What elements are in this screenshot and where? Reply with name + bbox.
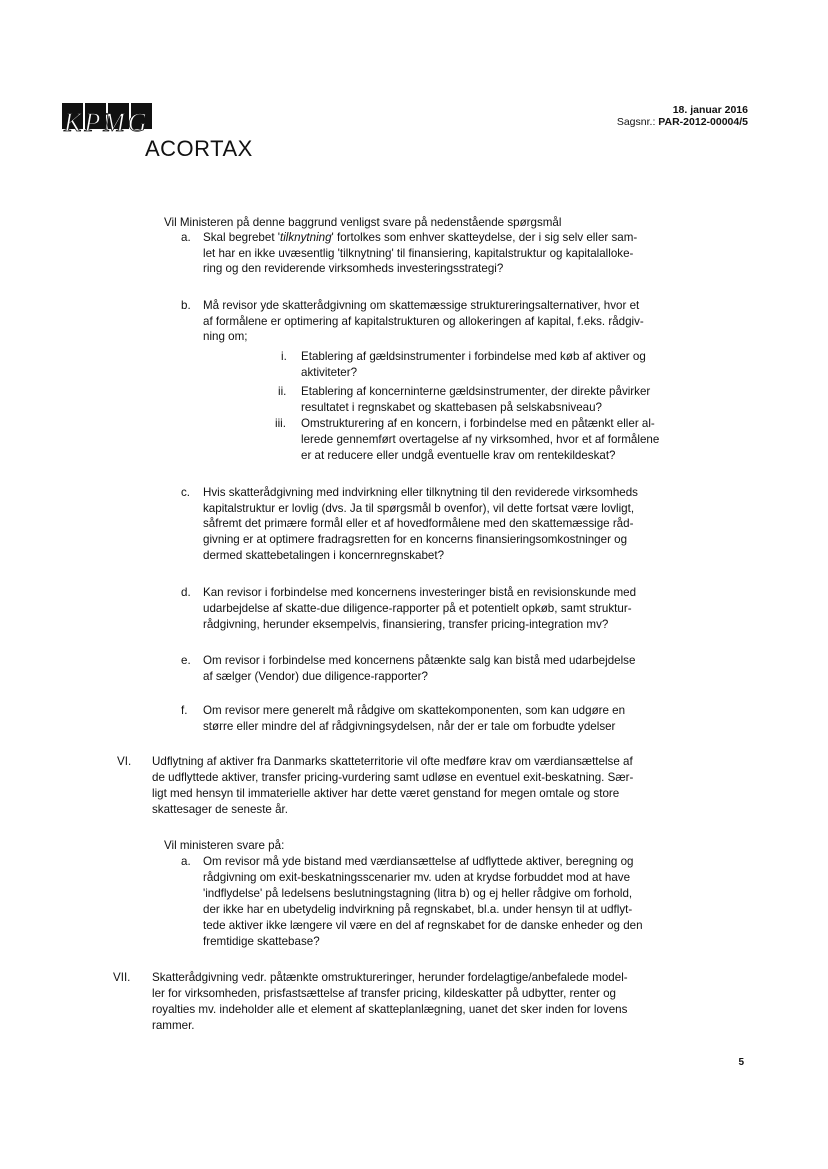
case-label: Sagsnr.:: [616, 116, 656, 128]
section-vii-line: royalties mv. indeholder alle et element af skatteplanlægning, uanet det sker inden for lovens: [152, 1003, 628, 1016]
item-b-ii-marker: ii.: [278, 385, 287, 398]
item-c-line: såfremt det primære formål eller et af hovedformålene med den skattemæssige råd-: [203, 517, 634, 530]
item-a-line-1-pre: Skal begrebet ': [203, 231, 280, 244]
item-d-line: Kan revisor i forbindelse med koncernens investeringer bistå en revisionskunde med: [203, 586, 637, 599]
section-vi-a-marker: a.: [181, 855, 191, 868]
item-d-line: rådgivning, herunder eksempelvis, finansiering, transfer pricing-integration mv?: [203, 618, 609, 631]
section-vi-line: skattesager de seneste år.: [152, 803, 288, 816]
item-c-line: givning er at optimere fradragsretten for en koncerns finansieringsomkostninger og: [203, 533, 628, 546]
item-b-i-marker: i.: [281, 350, 287, 363]
brand-suffix: ACORTAX: [145, 136, 253, 161]
kpmg-logo-text: KPMG: [64, 108, 150, 137]
item-c-line: kapitalstruktur er lovlig (dvs. Ja til spørgsmål b ovenfor), vil dette fortsat være lovligt,: [203, 502, 635, 515]
item-b-line: af formålene er optimering af kapitalstrukturen og allokeringen af kapital, f.eks. rådgiv-: [203, 315, 644, 328]
case-number: PAR-2012-00004/5: [658, 116, 748, 128]
section-vi-a-line: der ikke har en ubetydelig indvirkning på regnskabet, bl.a. under hensyn til at udflyt-: [203, 903, 633, 916]
section-vi-line: Udflytning af aktiver fra Danmarks skatteterritorie vil ofte medføre krav om værdiansættelse af: [152, 755, 633, 768]
section-vi-line: ligt med hensyn til immaterielle aktiver har dette været genstand for megen omtale og store: [152, 787, 620, 800]
item-f-line: større eller mindre del af rådgivningsydelsen, når der er tale om forbudte ydelser: [203, 720, 616, 733]
section-vi-a-line: Om revisor må yde bistand med værdiansættelse af udflyttede aktiver, beregning og: [203, 855, 634, 868]
item-f-marker: f.: [181, 704, 188, 717]
document-date: 18. januar 2016: [672, 104, 748, 116]
page-number: 5: [738, 1057, 744, 1068]
item-b-ii-line: resultatet i regnskabet og skattebasen på selskabsniveau?: [301, 401, 602, 414]
item-c-line: Hvis skatterådgivning med indvirkning eller tilknytning til den reviderede virksomheds: [203, 486, 638, 499]
item-b-ii-line: Etablering af koncerninterne gældsinstrumenter, der direkte påvirker: [301, 385, 651, 398]
item-f-line: Om revisor mere generelt må rådgive om skattekomponenten, som kan udgøre en: [203, 704, 626, 717]
section-vi-line: de udflyttede aktiver, transfer pricing-vurdering samt udløse en eventuel exit-beskatning. Sær-: [152, 771, 634, 784]
item-b-iii-line: lerede gennemført overtagelse af ny virksomhed, hvor et af formålene: [301, 433, 660, 446]
section-vi-marker: VI.: [117, 755, 132, 768]
item-b-i-line: Etablering af gældsinstrumenter i forbindelse med køb af aktiver og: [301, 350, 646, 363]
item-b-line: Må revisor yde skatterådgivning om skattemæssige struktureringsalternativer, hvor et: [203, 299, 640, 312]
item-b-i-line: aktiviteter?: [301, 366, 358, 379]
item-b-iii-line: Omstrukturering af en koncern, i forbindelse med en påtænkt eller al-: [301, 417, 655, 430]
item-d-marker: d.: [181, 586, 191, 599]
intro-text: Vil Ministeren på denne baggrund venligst svare på nedenstående spørgsmål: [164, 216, 562, 229]
section-vii-marker: VII.: [113, 971, 131, 984]
item-a-marker: a.: [181, 231, 191, 244]
item-a-line: ring og den reviderende virksomheds investeringsstrategi?: [203, 262, 504, 275]
item-a-line: let har en ikke uvæsentlig 'tilknytning' til finansiering, kapitalstruktur og kapitalalloke-: [203, 247, 634, 260]
item-e-line: Om revisor i forbindelse med koncernens påtænkte salg kan bistå med udarbejdelse: [203, 654, 636, 667]
item-a-line-1-post: ' fortolkes som enhver skatteydelse, der i sig selv eller sam-: [331, 231, 638, 244]
section-vi-question-intro: Vil ministeren svare på:: [164, 839, 285, 852]
item-e-marker: e.: [181, 654, 191, 667]
item-b-iii-marker: iii.: [275, 417, 286, 430]
section-vii-line: rammer.: [152, 1019, 195, 1032]
item-e-line: af sælger (Vendor) due diligence-rapporter?: [203, 670, 428, 683]
case-reference: [617, 116, 748, 128]
item-a-line: [203, 230, 637, 245]
item-c-marker: c.: [181, 486, 191, 499]
item-b-iii-line: er at reducere eller undgå eventuelle krav om rentekildeskat?: [301, 449, 616, 462]
section-vii-line: ler for virksomheden, prisfastsættelse af transfer pricing, kildeskatter på udbytter, renter og: [152, 987, 616, 1000]
item-d-line: udarbejdelse af skatte-due diligence-rapporter på et potentielt opkøb, samt struktur-: [203, 602, 632, 615]
item-b-line: ning om;: [203, 330, 248, 343]
document-meta: [617, 104, 748, 128]
section-vii-line: Skatterådgivning vedr. påtænkte omstruktureringer, herunder fordelagtige/anbefalede model-: [152, 971, 628, 984]
item-c-line: dermed skattebetalingen i koncernregnskabet?: [203, 549, 445, 562]
item-a-term: tilknytning: [279, 231, 332, 244]
section-vi-a-line: tede aktiver ikke længere vil være en del af regnskabet for de danske enheder og den: [203, 919, 643, 932]
section-vi-a-line: rådgivning om exit-beskatningsscenarier mv. uden at krydse forbuddet mod at have: [203, 871, 631, 884]
item-b-marker: b.: [181, 299, 191, 312]
section-vi-a-line: 'indflydelse' på ledelsens beslutningstagning (litra b) og ej heller rådgive om forhold,: [203, 887, 633, 900]
section-vi-a-line: fremtidige skattebase?: [203, 935, 320, 948]
